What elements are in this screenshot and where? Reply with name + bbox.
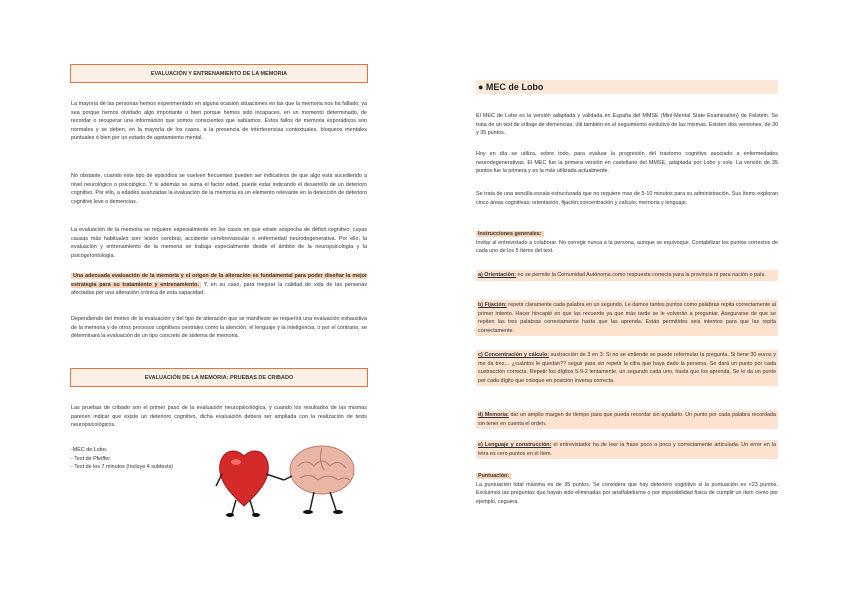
concentration-label: c) Concentración y cálculo: (478, 352, 549, 358)
memory-label: d) Memoria: (478, 412, 509, 418)
section1-title: EVALUACIÓN Y ENTRENAMIENTO DE LA MEMORIA (70, 64, 368, 83)
language-text: el entrevistador ha de leer la frase poco a poco y correctamente articulada. Un error en la letra es cero puntos en el ítem. (478, 442, 776, 457)
item-language (476, 440, 778, 459)
instructions-label: Instrucciones generales: (478, 231, 542, 237)
language-label: e) Lenguaje y construcción: (478, 442, 552, 448)
brain-icon (284, 446, 354, 514)
scoring-text: La puntuación total máxima es de 35 puntos. Se considera que hay deterioro cognitivo si la puntuación es <23 puntos. Excluimos las preguntas que hayan sido eliminadas por analfabetismo o por imposibilidad física de cumplir un ítem como por ejemplo, ceguera. (476, 481, 778, 505)
left-paragraph-3: La evaluación de la memoria se requiere especialmente en los casos en que existe sospecha de déficit cognitivo, cuyas causas más habituales son: lesión cerebral, accidente cerebrovascular o enfermedad neurodegenerativa. Por ello, la evaluación y entrenamiento de la memoria se trabaja especialmente desde el ámbito de la neuropsicología y la psicogerontología. (71, 227, 367, 259)
general-instructions (476, 230, 778, 256)
item-orientation (476, 270, 778, 281)
left-paragraph-2: No obstante, cuando este tipo de episodios se vuelven frecuentes pueden ser indicativos de que algo está sucediendo a nivel neurológico o psicológico. Y si además se suma el factor edad, puede estar indicando el desarrollo de un deterioro cognitivo. Por ello, a edades avanzadas la evaluación de la memoria es un elemento relevante en la detección de deterioro cognitivo leve o demencias. (71, 173, 367, 205)
fixation-label: b) Fijación: (478, 302, 507, 308)
left-paragraph-5: Dependiendo del motivo de la evaluación y del tipo de alteración que se manifieste se requerirá una evaluación exhaustiva de la memoria y de otros procesos cognitivos centrales como la atención, el lenguaje y la inteligencia, o por el contrario, se determinará la evaluación de un tipo concreto de sistema de memoria. (71, 316, 367, 340)
mec-heading: ● MEC de Lobo (478, 82, 544, 92)
list-item: - Test de Pfeiffer (71, 455, 111, 462)
right-paragraph-3: Se trata de una sencilla escala estructurada que no requiere mas de 5-10 minutos para su administración. Sus ítems exploran cinco áreas cognitivas: orientación, fijación,concentración y calculo, memoria y lenguaje. (476, 191, 778, 206)
left-paragraph-1: La mayoría de las personas hemos experimentado en alguna ocasión situaciones en las que la memoria nos ha fallado, ya sea porque hemos olvidado algo importante o bien porque hemos sido incapaces, en un momento determinado, de recordar o recuperar una información que somos conscientes que sabíamos. Estos fallos de memoria esporádicos son normales y se deben, en la mayoría de los casos, a la presencia de interferencias contextuales, bloqueos mentales puntuales o bien por un estado de agotamiento mental. (71, 101, 367, 142)
right-paragraph-1: El MEC de Lobo es la versión adaptada y validada en España del MMSE (Mini-Mental State Examination) de Folstein. Se trata de un test de cribaje de demencias, útil también en el seguimiento evolutivo de las mismas. Existen dos versiones, de 30 y 35 puntos. (476, 113, 778, 137)
instructions-text: Invitar al entrevistado a colaborar. No corregir nunca a la persona, aunque se equivoque. Contabilizar los puntos correctos de cada uno de los 5 ítems del test. (476, 239, 778, 255)
list-item: - Test de los 7 minutos (Incluye 4 subtests) (71, 464, 174, 471)
item-concentration (476, 350, 778, 386)
scoring-label: Puntuación: (478, 473, 510, 479)
list-item: -MEC de Lobo. (71, 447, 108, 453)
item-fixation (476, 300, 778, 336)
heart-brain-illustration (214, 436, 360, 518)
orientation-label: a) Orientación: (478, 272, 517, 278)
left-paragraph-6: Las pruebas de cribado son el primer paso de la evaluación neuropsicológica, y cuando los resultados de las mismas parecen indicar que existe un deterioro cognitivo, dicha evaluación deberá ser ampliada con la realización de tests neuropsicológicos. (71, 405, 367, 429)
orientation-text: no se permite la Comunidad Autónoma como respuesta correcta para la provincia ni para nación o país. (516, 272, 766, 278)
item-memory (476, 410, 778, 429)
left-paragraph-4-rest: Y, en su caso, para mejorar la calidad de vida de las personas afectadas por una alteración crónica de esta capacidad. (71, 281, 367, 297)
heart-icon (216, 451, 284, 517)
left-paragraph-4 (71, 272, 367, 298)
key-highlight: Una adecuada evaluación de la memoria y el origen de la alteración es fundamental para poder diseñar la mejor estrategia para su tratamiento y entrenamiento. (71, 273, 367, 288)
scoring (476, 472, 778, 506)
screening-tests-list (71, 446, 231, 472)
memory-text: dar un amplio margen de tiempo para que pueda recordar sin ayudarlo. Un punto por cada palabra recordada sin tener en cuenta el orden. (478, 412, 776, 427)
fixation-text: repetir claramente cada palabra en un segundo. Le damos tantos puntos como palabras repita correctamente al primer intento. Hacer hincapié en que las recuerde ya que más tarde se le volverán a preguntar. Asegurarse de que se repiten las tres palabras correctamente hasta que las aprenda. Están permitidos seis intentos para que las repita correctamente. (478, 302, 777, 334)
concentration-text: sustracción de 3 en 3. Si no se entiende se puede reformular la pregunta. Si tiene 30 euros y me da tres… ¿cuántos le quedan?? seguir para sin repetir la cifra que haya dado la persona. Se dará un punto por cada sustracción correcta. Repetir los dígitos 5-9-2 lentamente, un segundo cada uno, hasta que los aprenda. Se le da un punto por cada dígito que coloque en posición inversa correcta. (478, 352, 776, 384)
section2-title: EVALUACIÓN DE LA MEMORIA: PRUEBAS DE CRIBADO (70, 368, 368, 387)
right-paragraph-2: Hoy en día se utiliza, sobre todo, para evaluar la progresión del trastorno cognitivo asociado a enfermedades neurodegenerativas. El MEC fue la primera versión en castellano del MMSE, adaptada por Lobo y cols. La versión de 35 puntos fue la primera y es la más utilizada actualmente. (476, 151, 778, 175)
